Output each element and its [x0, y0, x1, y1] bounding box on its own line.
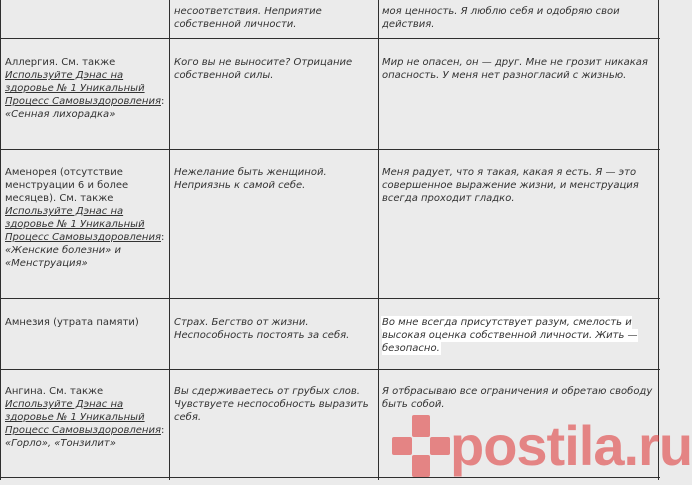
- colon: :: [161, 232, 165, 243]
- table-cell-affirmation: [382, 5, 654, 31]
- cause-text: несоответствия. Неприятие собственной личности.: [174, 6, 322, 30]
- colon: :: [161, 425, 165, 436]
- see-also-text: «Женские болезни» и «Менструация»: [5, 245, 122, 269]
- colon: :: [161, 96, 165, 107]
- postila-watermark: [392, 413, 692, 485]
- affirmation-text: моя ценность. Я люблю себя и одобряю свои действия.: [382, 6, 620, 30]
- see-also-text: «Горло», «Тонзилит»: [5, 438, 116, 449]
- condition-text: Ангина. См. также: [5, 386, 104, 397]
- highlighted-affirmation-text: Во мне всегда присутствует разум, смелость и высокая оценка собственной личности. Жить — безопасно.: [382, 317, 638, 354]
- self-healing-link[interactable]: Используйте Дэнас на здоровье № 1 Уникальный Процесс Самовыздоровления: [5, 399, 161, 436]
- table-cell-symptom-cause: [174, 5, 376, 31]
- row-divider-2: [0, 149, 660, 150]
- column-divider-1: [169, 0, 170, 480]
- affirmation-text: Я отбрасываю все ограничения и обретаю свободу быть собой.: [382, 386, 653, 410]
- postila-logo-icon: [392, 415, 452, 479]
- table-cell-affirmation: [382, 166, 654, 205]
- watermark-text: postila.ru: [450, 414, 692, 477]
- affirmation-text: Мир не опасен, он — друг. Мне не грозит никакая опасность. У меня нет разногласий с жизнью.: [382, 57, 648, 81]
- see-also-text: «Сенная лихорадка»: [5, 109, 116, 120]
- cause-text: Нежелание быть женщиной. Неприязнь к самой себе.: [174, 167, 327, 191]
- table-cell-cause: [174, 166, 376, 192]
- self-healing-link[interactable]: Используйте Дэнас на здоровье № 1 Уникальный Процесс Самовыздоровления: [5, 206, 161, 243]
- self-healing-link[interactable]: Используйте Дэнас на здоровье № 1 Уникальный Процесс Самовыздоровления: [5, 70, 161, 107]
- table-cell-condition: [5, 385, 168, 450]
- condition-text: Аллергия. См. также: [5, 57, 116, 68]
- condition-text: Аменорея (отсутствие менструации 6 и более месяцев). См. также: [5, 167, 129, 204]
- affirmation-text: Меня радует, что я такая, какая я есть. Я — это совершенное выражение жизни, и менструация всегда проходит гладко.: [382, 167, 639, 204]
- cause-text: Страх. Бегство от жизни. Неспособность постоять за себя.: [174, 317, 350, 341]
- table-cell-cause: [174, 316, 376, 342]
- table-cell-condition: [5, 316, 168, 329]
- table-cell-affirmation: [382, 316, 654, 355]
- row-divider-4: [0, 369, 660, 370]
- table-cell-affirmation: [382, 385, 654, 411]
- condition-text: Амнезия (утрата памяти): [5, 317, 139, 328]
- table-cell-condition: [5, 56, 168, 121]
- table-cell-cause: [174, 385, 376, 424]
- column-divider-2: [378, 0, 379, 480]
- table-cell-condition: [5, 166, 168, 270]
- table-cell-cause: [174, 56, 376, 82]
- table-cell-affirmation: [382, 56, 654, 82]
- table-border-right: [658, 0, 659, 480]
- row-divider-3: [0, 298, 660, 299]
- table-border-left: [0, 0, 1, 480]
- row-divider-1: [0, 38, 660, 39]
- cause-text: Кого вы не выносите? Отрицание собственной силы.: [174, 57, 353, 81]
- cause-text: Вы сдерживаетесь от грубых слов. Чувствуете неспособность выразить себя.: [174, 386, 369, 423]
